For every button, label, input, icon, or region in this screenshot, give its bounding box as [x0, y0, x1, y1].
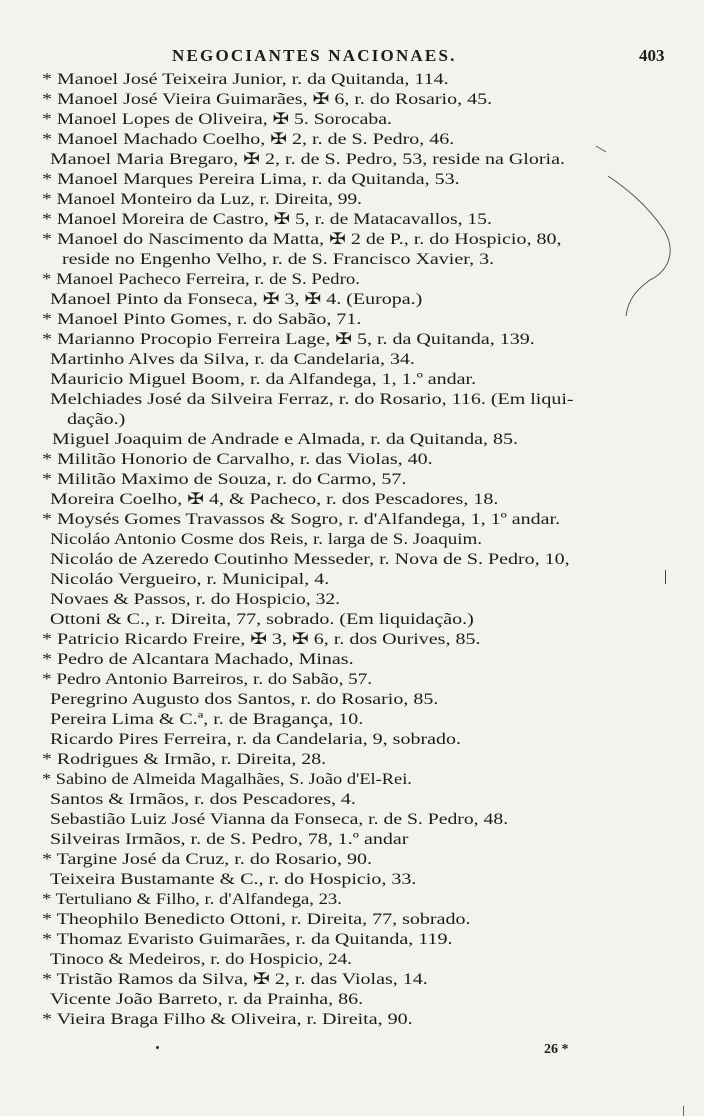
entry-text: * Theophilo Benedicto Ottoni, r. Direita, 77, sobrado.	[42, 911, 471, 928]
margin-mark	[665, 570, 666, 584]
entry-text: * Manoel Pinto Gomes, r. do Sabão, 71.	[42, 311, 362, 328]
entry-text: * Sabino de Almeida Magalhães, S. João d'El-Rei.	[42, 771, 412, 788]
entry-text: * Militão Maximo de Souza, r. do Carmo, 57.	[42, 471, 407, 488]
entry-text: * Militão Honorio de Carvalho, r. das Violas, 40.	[42, 451, 433, 468]
entry-text: * Vieira Braga Filho & Oliveira, r. Direita, 90.	[42, 1011, 413, 1028]
entry-text: Manoel Maria Bregaro, ✠ 2, r. de S. Pedro, 53, reside na Gloria.	[50, 151, 565, 168]
entry-text: Novaes & Passos, r. do Hospicio, 32.	[50, 591, 341, 608]
entry-text: * Moysés Gomes Travassos & Sogro, r. d'Alfandega, 1, 1º andar.	[42, 511, 561, 528]
entry-text: Moreira Coelho, ✠ 4, & Pacheco, r. dos Pescadores, 18.	[50, 491, 499, 508]
entry-text: Manoel Pinto da Fonseca, ✠ 3, ✠ 4. (Europa.)	[50, 291, 423, 308]
entry-text: Martinho Alves da Silva, r. da Candelaria, 34.	[50, 351, 415, 368]
entry-text: Ricardo Pires Ferreira, r. da Candelaria, 9, sobrado.	[50, 731, 461, 748]
entry-text: Teixeira Bustamante & C., r. do Hospicio, 33.	[50, 871, 417, 888]
entry-text: * Manoel Pacheco Ferreira, r. de S. Pedro.	[42, 271, 360, 288]
entry-text: * Thomaz Evaristo Guimarães, r. da Quitanda, 119.	[42, 931, 453, 948]
entry-text: * Manoel Monteiro da Luz, r. Direita, 99.	[42, 191, 362, 208]
entry-text: reside no Engenho Velho, r. de S. Francisco Xavier, 3.	[62, 251, 495, 268]
entry-text: * Manoel Moreira de Castro, ✠ 5, r. de Matacavallos, 15.	[42, 211, 492, 228]
entry-text: Nicoláo de Azeredo Coutinho Messeder, r. Nova de S. Pedro, 10,	[50, 551, 570, 568]
entry-text: Santos & Irmãos, r. dos Pescadores, 4.	[50, 791, 356, 808]
entry-text: Pereira Lima & C.ª, r. de Bragança, 10.	[50, 711, 364, 728]
entry-text: Ottoni & C., r. Direita, 77, sobrado. (Em liquidação.)	[50, 611, 474, 628]
entry-text: * Manoel José Vieira Guimarães, ✠ 6, r. do Rosario, 45.	[42, 91, 493, 108]
entry-text: * Tristão Ramos da Silva, ✠ 2, r. das Violas, 14.	[42, 971, 428, 988]
entry-text: * Targine José da Cruz, r. do Rosario, 90.	[42, 851, 373, 868]
margin-mark	[683, 1106, 684, 1116]
entry-text: * Pedro de Alcantara Machado, Minas.	[42, 651, 354, 668]
entry-text: dação.)	[67, 411, 126, 428]
entry-text: * Manoel Marques Pereira Lima, r. da Quitanda, 53.	[42, 171, 460, 188]
printer-dot	[156, 1046, 159, 1049]
entry-text: * Patricio Ricardo Freire, ✠ 3, ✠ 6, r. dos Ourives, 85.	[42, 631, 481, 648]
entry-text: Melchiades José da Silveira Ferraz, r. do Rosario, 116. (Em liqui-	[50, 391, 574, 408]
running-title: NEGOCIANTES NACIONAES.	[172, 46, 457, 65]
entry-text: * Manoel do Nascimento da Matta, ✠ 2 de P., r. do Hospicio, 80,	[42, 231, 562, 248]
entry-text: Mauricio Miguel Boom, r. da Alfandega, 1, 1.º andar.	[50, 371, 477, 388]
entry-text: * Manoel Machado Coelho, ✠ 2, r. de S. Pedro, 46.	[42, 131, 455, 148]
entry-text: Sebastião Luiz José Vianna da Fonseca, r. de S. Pedro, 48.	[50, 811, 509, 828]
entry-text: * Pedro Antonio Barreiros, r. do Sabão, 57.	[42, 671, 373, 688]
entry-text: * Manoel Lopes de Oliveira, ✠ 5. Sorocaba.	[42, 111, 392, 128]
entry-text: Peregrino Augusto dos Santos, r. do Rosario, 85.	[50, 691, 439, 708]
entry-text: Nicoláo Vergueiro, r. Municipal, 4.	[50, 571, 330, 588]
entry-text: * Manoel José Teixeira Junior, r. da Quitanda, 114.	[42, 71, 449, 88]
signature-mark: 26 *	[544, 1042, 569, 1057]
entry-text: * Tertuliano & Filho, r. d'Alfandega, 23.	[42, 891, 342, 908]
entry-text: Silveiras Irmãos, r. de S. Pedro, 78, 1.º andar	[50, 831, 409, 848]
entry-text: * Marianno Procopio Ferreira Lage, ✠ 5, r. da Quitanda, 139.	[42, 331, 535, 348]
entry-text: Tinoco & Medeiros, r. do Hospicio, 24.	[50, 951, 352, 968]
entry-text: Nicoláo Antonio Cosme dos Reis, r. larga de S. Joaquim.	[50, 531, 483, 548]
page-number: 403	[639, 46, 665, 65]
entry-text: Vicente João Barreto, r. da Prainha, 86.	[50, 991, 364, 1008]
entry-text: Miguel Joaquim de Andrade e Almada, r. da Quitanda, 85.	[52, 431, 519, 448]
entry-text: * Rodrigues & Irmão, r. Direita, 28.	[42, 751, 327, 768]
